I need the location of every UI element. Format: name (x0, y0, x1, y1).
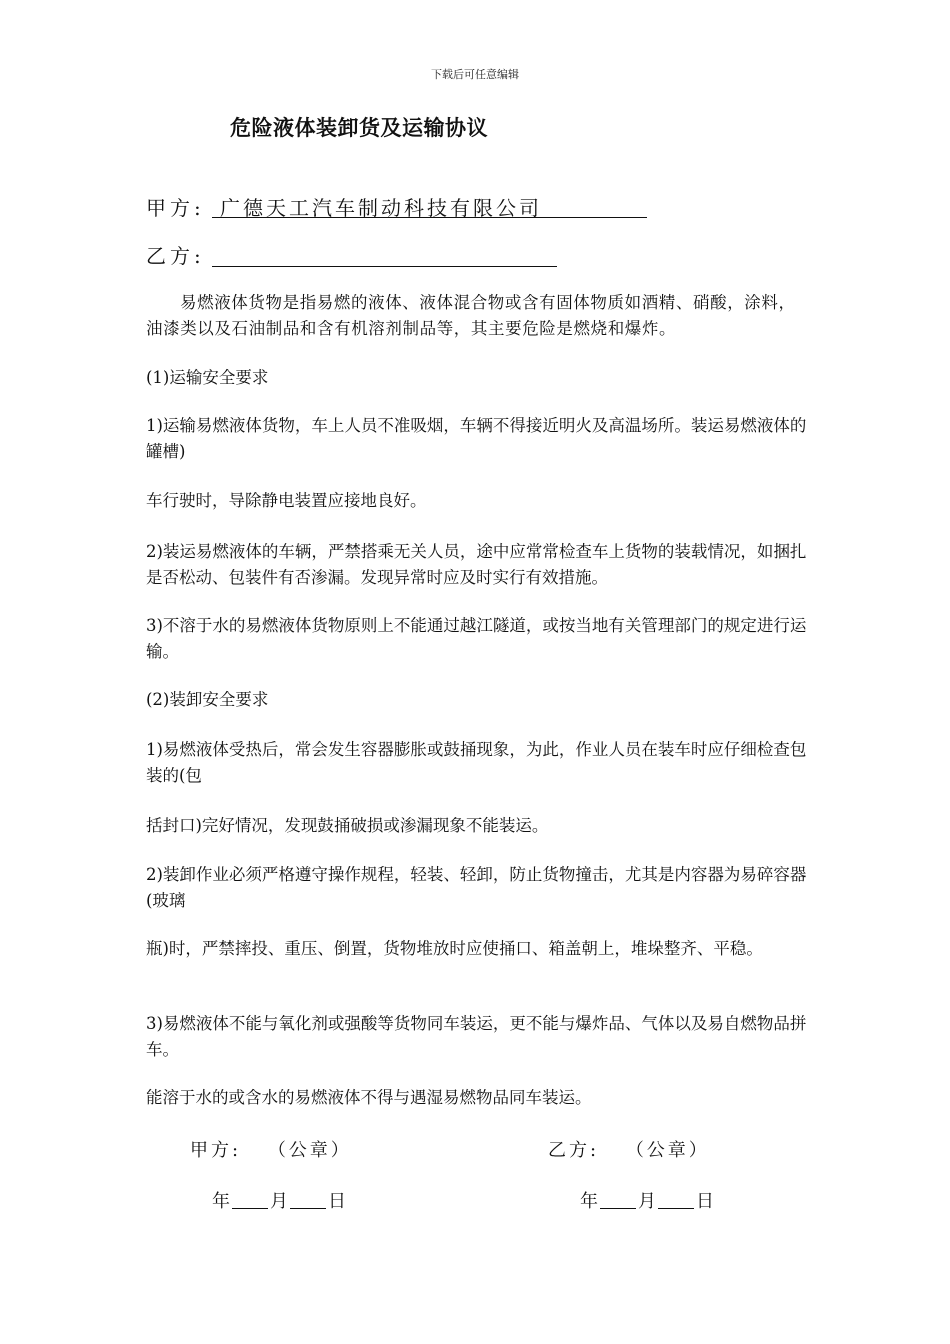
year-label: 年 (212, 1191, 230, 1212)
loading-rule-2: 2)装卸作业必须严格遵守操作规程，轻装、轻卸，防止货物撞击，尤其是内容器为易碎容器(玻璃 (146, 865, 807, 910)
transport-rule-3: 3)不溶于水的易燃液体货物原则上不能通过越江隧道，或按当地有关管理部门的规定进行运输。 (146, 616, 807, 661)
section-heading-loading: (2)装卸安全要求 (146, 690, 269, 709)
year-label: 年 (580, 1191, 598, 1212)
loading-rule-1: 1)易燃液体受热后，常会发生容器膨胀或鼓捅现象，为此，作业人员在装车时应仔细检查包装的(包 (146, 740, 807, 785)
party-a-signature (190, 1136, 352, 1162)
transport-rule-1-cont: 车行驶时，导除静电装置应接地良好。 (146, 491, 427, 510)
month-label: 月 (638, 1191, 656, 1212)
party-b-signature (548, 1136, 710, 1162)
party-b-line (146, 240, 205, 269)
day-blank (658, 1190, 694, 1209)
loading-rule-3: 3)易燃液体不能与氧化剂或强酸等货物同车装运，更不能与爆炸品、气体以及易自燃物品拼车。 (146, 1014, 807, 1059)
party-a-line (146, 192, 542, 221)
party-b-name-field (212, 240, 557, 267)
party-b-signature-label: 乙方: (548, 1140, 600, 1161)
party-b-seal: （公章） (625, 1140, 710, 1161)
party-a-label: 甲方: (146, 196, 205, 220)
party-a-name-field: 广德天工汽车制动科技有限公司 (212, 192, 647, 218)
month-blank (600, 1190, 636, 1209)
day-label: 日 (328, 1191, 346, 1212)
party-a-seal: （公章） (267, 1140, 352, 1161)
section-heading-transport: (1)运输安全要求 (146, 368, 269, 387)
party-a-date (212, 1187, 346, 1213)
loading-rule-3-cont: 能溶于水的或含水的易燃液体不得与遇湿易燃物品同车装运。 (146, 1088, 592, 1107)
month-label: 月 (270, 1191, 288, 1212)
day-label: 日 (696, 1191, 714, 1212)
header-note: 下载后可任意编辑 (431, 68, 519, 81)
party-b-label: 乙方: (146, 244, 205, 268)
intro-paragraph: 易燃液体货物是指易燃的液体、液体混合物或含有固体物质如酒精、硝酸，涂料，油漆类以及石油制品和含有机溶剂制品等，其主要危险是燃烧和爆炸。 (146, 293, 796, 338)
loading-rule-2-cont: 瓶)时，严禁摔投、重压、倒置，货物堆放时应使捅口、箱盖朝上，堆垛整齐、平稳。 (146, 939, 763, 958)
loading-rule-1-cont: 括封口)完好情况，发现鼓捅破损或渗漏现象不能装运。 (146, 816, 549, 835)
party-b-date (580, 1187, 714, 1213)
day-blank (290, 1190, 326, 1209)
month-blank (232, 1190, 268, 1209)
party-a-signature-label: 甲方: (190, 1140, 242, 1161)
transport-rule-1: 1)运输易燃液体货物，车上人员不准吸烟，车辆不得接近明火及高温场所。装运易燃液体的罐槽) (146, 416, 807, 461)
document-title: 危险液体装卸货及运输协议 (230, 116, 488, 140)
transport-rule-2: 2)装运易燃液体的车辆，严禁搭乘无关人员，途中应常常检查车上货物的装载情况，如捆扎是否松动、包装件有否渗漏。发现异常时应及时实行有效措施。 (146, 542, 807, 587)
